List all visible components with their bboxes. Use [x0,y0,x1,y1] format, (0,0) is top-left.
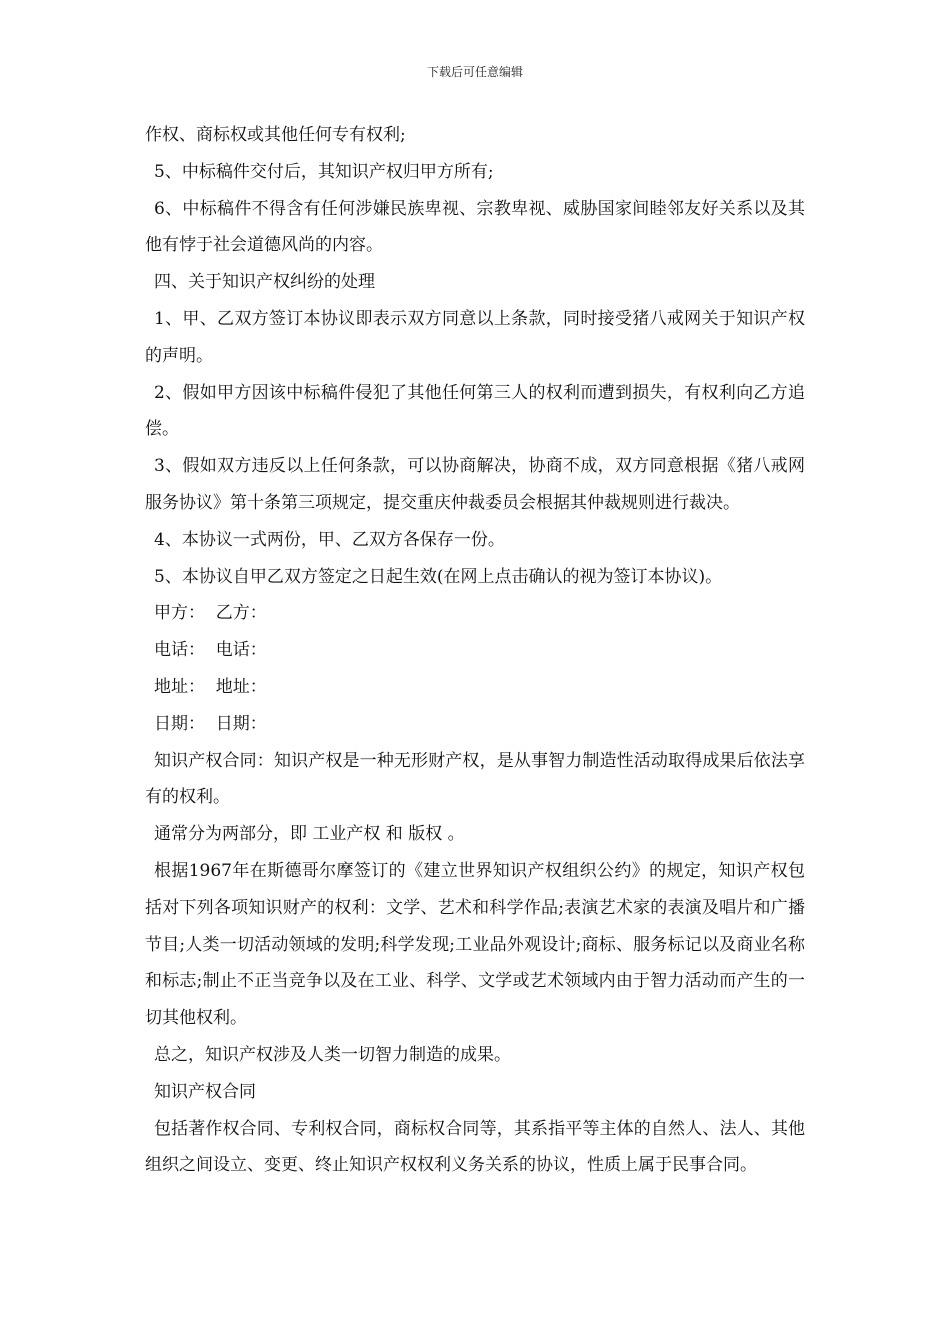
paragraph-continuation: 作权、商标权或其他任何专有权利; [145,125,406,145]
dispute-clause-3: 3、假如双方违反以上任何条款，可以协商解决，协商不成，双方同意根据《猪八戒网服务协议》第十条第三项规定，提交重庆仲裁委员会根据其仲裁规则进行裁决。 [145,456,805,513]
signature-date-line: 日期： 日期： [154,713,267,734]
clause-5-ownership: 5、中标稿件交付后，其知识产权归甲方所有; [154,161,494,182]
dispute-clause-5: 5、本协议自甲乙双方签定之日起生效(在网上点击确认的视为签订本协议)。 [154,566,723,587]
dispute-clause-4: 4、本协议一式两份，甲、乙双方各保存一份。 [154,529,505,550]
ip-convention-paragraph: 根据1967年在斯德哥尔摩签订的《建立世界知识产权组织公约》的规定，知识产权包括对下列各项知识财产的权利：文学、艺术和科学作品;表演艺术家的表演及唱片和广播节目;人类一切活动领域的发明;科学发现;工业品外观设计;商标、服务标记以及商业名称和标志;制止不正当竞争以及在工业、科学、文学或艺术领域内由于智力活动而产生的一切其他权利。 [145,860,805,1029]
ip-contract-definition: 知识产权合同：知识产权是一种无形财产权，是从事智力制造性活动取得成果后依法享有的权利。 [145,750,805,808]
signature-address-line: 地址： 地址： [154,676,267,697]
signature-phone-line: 电话： 电话： [154,640,267,661]
dispute-clause-1: 1、甲、乙双方签订本协议即表示双方同意以上条款，同时接受猪八戒网关于知识产权的声明。 [145,308,805,366]
clause-6-content-restriction: 6、中标稿件不得含有任何涉嫌民族卑视、宗教卑视、威胁国家间睦邻友好关系以及其他有悖于社会道德风尚的内容。 [145,198,805,256]
document-body [145,117,805,1184]
signature-party-line: 甲方： 乙方： [154,603,267,624]
ip-contract-description: 包括著作权合同、专利权合同，商标权合同等，其系指平等主体的自然人、法人、其他组织之间设立、变更、终止知识产权权利义务关系的协议，性质上属于民事合同。 [145,1118,805,1176]
section-heading-ip-disputes: 四、关于知识产权纠纷的处理 [154,272,375,293]
page-header: 下载后可任意编辑 [426,65,523,79]
ip-contract-heading: 知识产权合同 [154,1081,256,1102]
dispute-clause-2: 2、假如甲方因该中标稿件侵犯了其他任何第三人的权利而遭到损失，有权利向乙方追偿。 [145,382,805,440]
ip-summary: 总之，知识产权涉及人类一切智力制造的成果。 [154,1044,511,1065]
ip-categories: 通常分为两部分，即 工业产权 和 版权 。 [154,824,465,845]
